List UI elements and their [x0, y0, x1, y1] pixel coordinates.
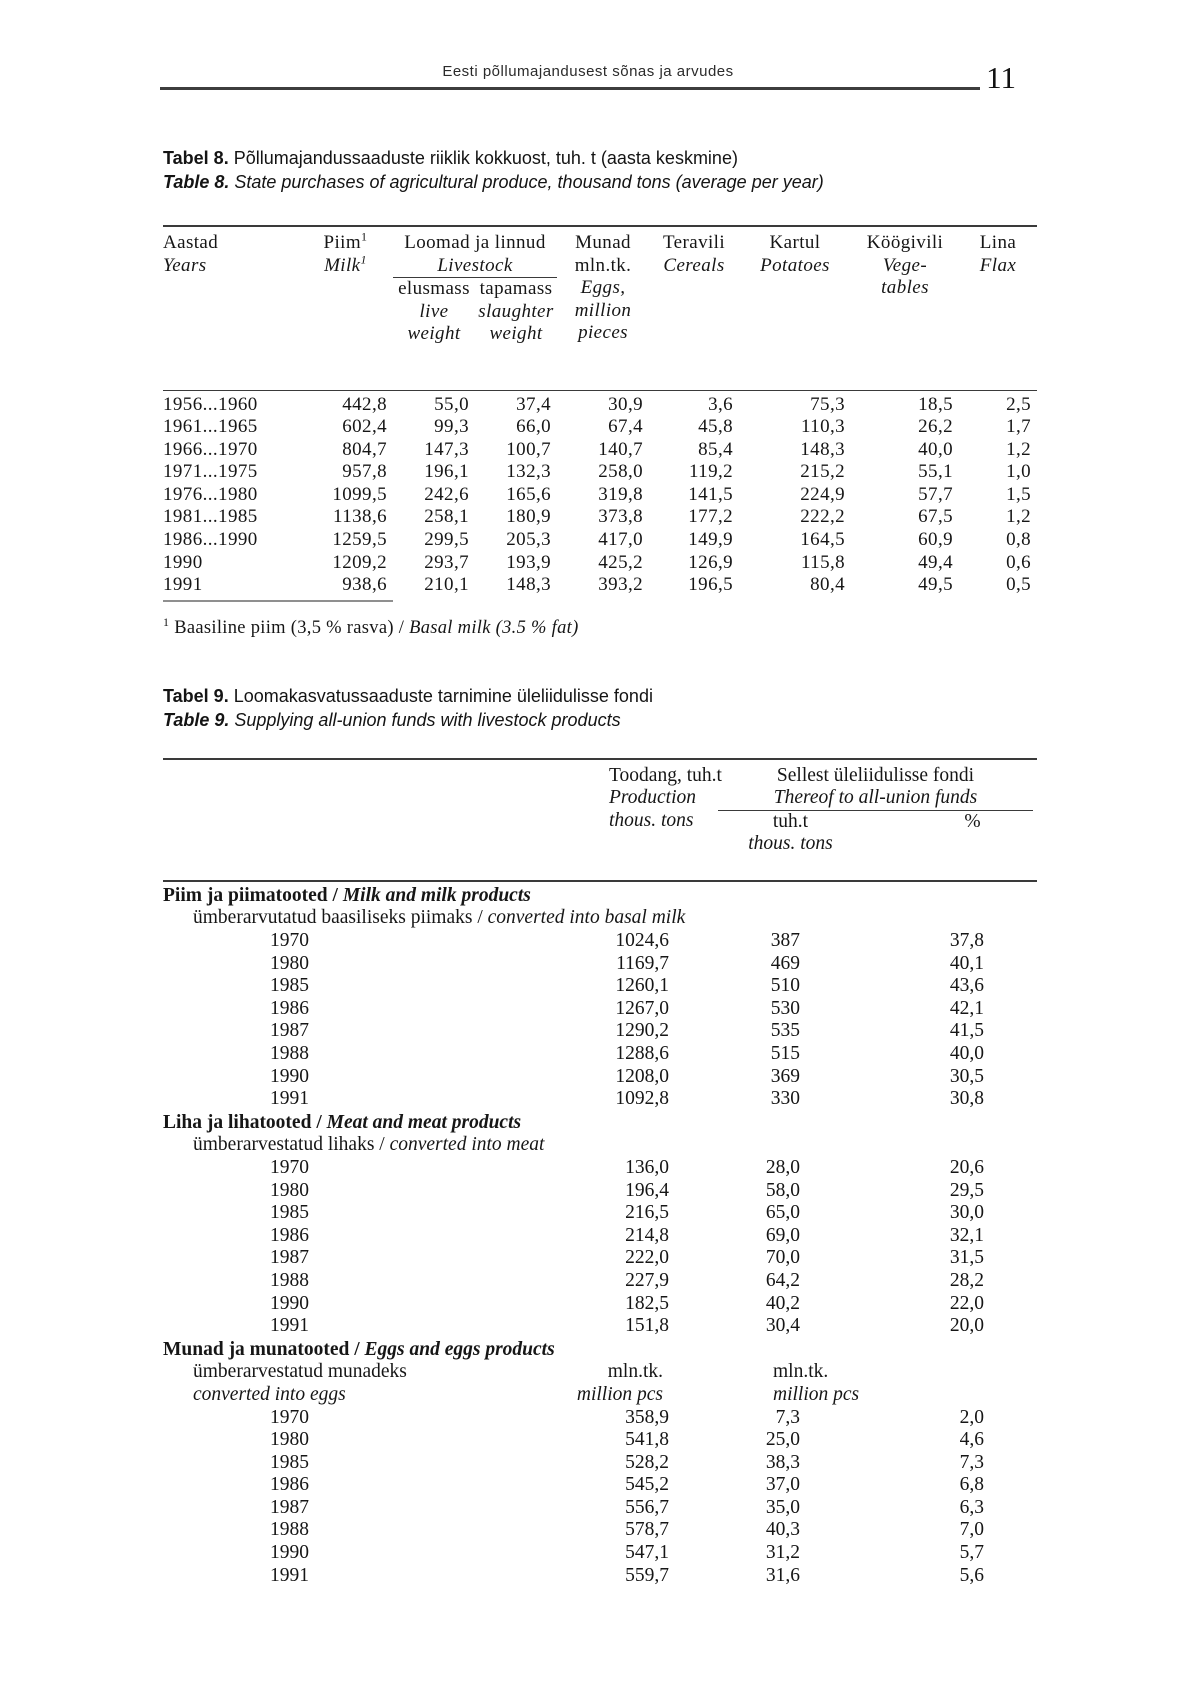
year-cell: 1980 [270, 952, 309, 974]
table8-row [163, 461, 1037, 484]
funds-percent-cell: 40,0 [949, 1043, 985, 1064]
year-cell: 1976...1980 [163, 483, 258, 505]
value-cell: 177,2 [688, 506, 734, 528]
table9-row [163, 1066, 1037, 1089]
value-cell: 140,7 [598, 438, 644, 460]
production-cell: 222,0 [625, 1247, 669, 1269]
table9-row [163, 1202, 1037, 1225]
value-cell: 55,1 [918, 461, 954, 483]
production-cell: 1290,2 [615, 1020, 669, 1042]
value-cell: 196,5 [688, 574, 734, 596]
funds-amount-cell: 35,0 [765, 1496, 800, 1518]
year-cell: 1970 [270, 1406, 309, 1428]
value-cell: 67,4 [608, 416, 644, 438]
funds-amount-cell: 58,0 [765, 1179, 800, 1201]
value-cell: 1,7 [1006, 416, 1032, 438]
col-production-header: Toodang, tuh.t Production thous. tons [503, 759, 673, 881]
funds-percent-cell: 41,5 [949, 1020, 985, 1042]
value-cell: 1,2 [1006, 506, 1032, 528]
value-cell: 180,9 [506, 506, 552, 528]
table9-title-en [163, 708, 1037, 732]
table8-title-et-label: Tabel 8. [163, 148, 229, 168]
section-subtitle: converted into eggs [193, 1383, 346, 1405]
production-cell: 1024,6 [615, 930, 669, 952]
value-cell: 373,8 [598, 506, 644, 528]
funds-percent-cell: 5,6 [959, 1564, 985, 1586]
table8-title-en-text: State purchases of agricultural produce, thousand tons (average per year) [234, 172, 824, 192]
col-cereals-header: Teravili Cereals [649, 226, 739, 390]
table8-row [163, 484, 1037, 507]
value-cell: 100,7 [506, 438, 552, 460]
table9-row [163, 1157, 1037, 1180]
table9-row [163, 1474, 1037, 1497]
year-cell: 1991 [270, 1088, 309, 1110]
production-cell: 1169,7 [616, 952, 669, 974]
value-cell: 205,3 [506, 529, 552, 551]
value-cell: 0,5 [1006, 574, 1032, 596]
value-cell: 0,6 [1006, 551, 1032, 573]
value-cell: 2,5 [1006, 393, 1032, 415]
funds-percent-cell: 7,3 [959, 1451, 985, 1473]
funds-percent-cell: 4,6 [959, 1429, 985, 1451]
table8-title-en [163, 170, 1037, 194]
funds-percent-cell: 6,3 [959, 1496, 985, 1518]
funds-percent-cell: 20,0 [949, 1315, 985, 1337]
table8-footnote [163, 616, 1037, 640]
funds-percent-cell: 2,0 [959, 1406, 985, 1428]
table9-row [163, 1519, 1037, 1542]
year-cell: 1988 [270, 1519, 309, 1541]
table9-body [163, 881, 1037, 1587]
table9-title-en-label: Table 9. [163, 709, 230, 730]
table9-row [163, 1225, 1037, 1248]
col-live-weight-header: elusmass live weight [398, 278, 470, 344]
table9-row [163, 1088, 1037, 1111]
section-heading-row [163, 1338, 1037, 1362]
year-cell: 1987 [270, 1020, 309, 1042]
section-subtitle: ümberarvestatud munadeks [193, 1361, 407, 1383]
col-flax-header: Lina Flax [959, 226, 1037, 390]
production-cell: 545,2 [625, 1474, 669, 1496]
value-cell: 193,9 [506, 551, 552, 573]
production-cell: 136,0 [625, 1156, 669, 1178]
value-cell: 319,8 [598, 483, 644, 505]
funds-percent-cell: 40,1 [949, 952, 985, 974]
col-funds-amount-header: tuh.t thous. tons [748, 810, 833, 855]
table8-state-purchases [163, 225, 1037, 602]
table8-title-et [163, 146, 1037, 170]
production-cell: 358,9 [625, 1406, 669, 1428]
section-subtitle: ümberarvutatud baasiliseks piimaks / converted into basal milk [193, 907, 686, 929]
year-cell: 1981...1985 [163, 506, 258, 528]
value-cell: 1209,2 [332, 551, 387, 573]
table9-row [163, 1497, 1037, 1520]
table8-title-en-label: Table 8. [163, 172, 230, 192]
year-cell: 1985 [270, 1451, 309, 1473]
footnote-marker: 1 [361, 229, 368, 244]
funds-amount-cell: 69,0 [765, 1224, 800, 1246]
year-cell: 1988 [270, 1269, 309, 1291]
value-cell: 0,8 [1006, 529, 1032, 551]
funds-percent-cell: 32,1 [949, 1224, 985, 1246]
value-cell: 132,3 [506, 461, 552, 483]
funds-amount-cell: 535 [770, 1020, 800, 1042]
table9-title-en-text: Supplying all-union funds with livestock products [234, 709, 621, 730]
value-cell: 1,5 [1006, 483, 1032, 505]
value-cell: 75,3 [810, 393, 846, 415]
footnote-marker: 1 [360, 252, 367, 267]
page-content [163, 0, 1037, 1587]
value-cell: 148,3 [800, 438, 846, 460]
funds-percent-cell: 43,6 [949, 975, 985, 997]
year-cell: 1991 [270, 1315, 309, 1337]
value-cell: 1138,6 [333, 506, 387, 528]
table9-row [163, 998, 1037, 1021]
year-cell: 1956...1960 [163, 393, 258, 415]
value-cell: 67,5 [918, 506, 954, 528]
year-cell: 1986 [270, 997, 309, 1019]
unit-cell: million pcs [773, 1383, 860, 1405]
section-heading: Munad ja munatooted / Eggs and eggs products [163, 1338, 555, 1360]
year-cell: 1970 [270, 1156, 309, 1178]
value-cell: 40,0 [918, 438, 954, 460]
year-cell: 1987 [270, 1496, 309, 1518]
table8-row [163, 574, 1037, 601]
unit-cell: mln.tk. [607, 1361, 663, 1383]
table9-row [163, 1542, 1037, 1565]
table9-row [163, 1270, 1037, 1293]
value-cell: 147,3 [424, 438, 469, 460]
value-cell: 215,2 [800, 461, 846, 483]
value-cell: 37,4 [516, 393, 552, 415]
table8-body [163, 390, 1037, 601]
production-cell: 578,7 [625, 1519, 669, 1541]
funds-percent-cell: 6,8 [959, 1474, 985, 1496]
year-cell: 1987 [270, 1247, 309, 1269]
funds-amount-cell: 70,0 [765, 1247, 800, 1269]
table9-row [163, 1565, 1037, 1588]
funds-percent-cell: 7,0 [959, 1519, 985, 1541]
year-cell: 1966...1970 [163, 438, 258, 460]
value-cell: 80,4 [810, 574, 846, 596]
production-cell: 556,7 [625, 1496, 669, 1518]
production-cell: 1267,0 [615, 997, 669, 1019]
year-cell: 1961...1965 [163, 416, 258, 438]
table9-row [163, 975, 1037, 998]
funds-percent-cell: 5,7 [959, 1542, 985, 1564]
col-eggs-header: Munad mln.tk. Eggs, million pieces [557, 226, 649, 390]
running-head-title: Eesti põllumajandusest sõnas ja arvudes [442, 63, 734, 80]
col-funds-percent-header: % [964, 810, 981, 832]
funds-amount-cell: 40,2 [765, 1292, 800, 1314]
col-vegetables-header: Köögivili Vege- tables [851, 226, 959, 390]
value-cell: 115,8 [800, 551, 846, 573]
funds-amount-cell: 369 [770, 1065, 800, 1087]
section-heading: Piim ja piimatooted / Milk and milk products [163, 884, 531, 906]
value-cell: 258,1 [424, 506, 469, 528]
value-cell: 30,9 [608, 393, 644, 415]
col-empty-header [163, 759, 503, 881]
production-cell: 528,2 [625, 1451, 669, 1473]
value-cell: 60,9 [918, 529, 954, 551]
year-cell: 1971...1975 [163, 461, 258, 483]
value-cell: 45,8 [698, 416, 734, 438]
value-cell: 49,4 [918, 551, 954, 573]
year-cell: 1985 [270, 975, 309, 997]
production-cell: 216,5 [625, 1202, 669, 1224]
funds-amount-cell: 65,0 [765, 1202, 800, 1224]
table9-row [163, 1020, 1037, 1043]
value-cell: 141,5 [688, 483, 734, 505]
year-cell: 1980 [270, 1429, 309, 1451]
table9-row [163, 1180, 1037, 1203]
value-cell: 49,5 [918, 574, 954, 596]
year-cell: 1988 [270, 1043, 309, 1064]
col-funds-group-header: Sellest üleliidulisse fondi Thereof to all-union funds tuh.t thous. tons % [673, 759, 1037, 881]
table9-block [163, 684, 1037, 1587]
funds-percent-cell: 37,8 [949, 930, 985, 952]
funds-amount-cell: 7,3 [775, 1406, 800, 1428]
page-number: 11 [980, 62, 1016, 93]
year-cell: 1986...1990 [163, 529, 258, 551]
production-cell: 1288,6 [615, 1043, 669, 1064]
value-cell: 417,0 [598, 529, 644, 551]
table8-row [163, 416, 1037, 439]
funds-amount-cell: 469 [770, 952, 800, 974]
value-cell: 55,0 [434, 393, 469, 415]
funds-percent-cell: 42,1 [949, 997, 985, 1019]
funds-percent-cell: 22,0 [949, 1292, 985, 1314]
unit-cell: mln.tk. [773, 1361, 829, 1383]
funds-amount-cell: 31,2 [765, 1542, 800, 1564]
value-cell: 293,7 [424, 551, 469, 573]
funds-percent-cell: 29,5 [949, 1179, 985, 1201]
value-cell: 85,4 [698, 438, 734, 460]
value-cell: 26,2 [918, 416, 954, 438]
value-cell: 602,4 [342, 416, 387, 438]
funds-amount-cell: 38,3 [765, 1451, 800, 1473]
production-cell: 151,8 [625, 1315, 669, 1337]
section-heading-row [163, 881, 1037, 908]
value-cell: 1,0 [1006, 461, 1032, 483]
section-units-row [163, 1361, 1037, 1384]
funds-percent-cell: 30,8 [949, 1088, 985, 1110]
value-cell: 148,3 [506, 574, 552, 596]
year-cell: 1986 [270, 1474, 309, 1496]
value-cell: 299,5 [424, 529, 469, 551]
table8-row [163, 552, 1037, 575]
unit-cell: million pcs [576, 1383, 663, 1405]
funds-amount-cell: 330 [770, 1088, 800, 1110]
table8-row [163, 529, 1037, 552]
value-cell: 164,5 [800, 529, 846, 551]
table8-row [163, 390, 1037, 416]
table9-row [163, 1407, 1037, 1430]
value-cell: 57,7 [918, 483, 954, 505]
value-cell: 110,3 [800, 416, 846, 438]
production-cell: 1092,8 [615, 1088, 669, 1110]
production-cell: 547,1 [625, 1542, 669, 1564]
production-cell: 227,9 [625, 1269, 669, 1291]
table8-row [163, 506, 1037, 529]
value-cell: 66,0 [516, 416, 552, 438]
year-cell: 1990 [163, 551, 203, 573]
table9-row [163, 953, 1037, 976]
value-cell: 425,2 [598, 551, 644, 573]
col-years-header: Aastad Years [163, 226, 298, 390]
section-subtitle-row [163, 907, 1037, 930]
table9-row [163, 1429, 1037, 1452]
value-cell: 957,8 [342, 461, 387, 483]
funds-amount-cell: 387 [770, 930, 800, 952]
value-cell: 224,9 [800, 483, 846, 505]
year-cell: 1970 [270, 930, 309, 952]
table9-title-et [163, 684, 1037, 708]
funds-amount-cell: 25,0 [765, 1429, 800, 1451]
footnote-text-en: Basal milk (3.5 % fat) [409, 617, 579, 638]
section-subtitle-row [163, 1134, 1037, 1157]
funds-amount-cell: 37,0 [765, 1474, 800, 1496]
table8-title-et-text: Põllumajandussaaduste riiklik kokkuost, tuh. t (aasta keskmine) [233, 148, 738, 168]
funds-amount-cell: 40,3 [765, 1519, 800, 1541]
year-cell: 1991 [163, 574, 298, 601]
table8-header-row [163, 226, 1037, 390]
section-heading: Liha ja lihatooted / Meat and meat products [163, 1111, 522, 1133]
col-slaughter-weight-header: tapamass slaughter weight [478, 278, 554, 344]
col-livestock-group-header: Loomad ja linnud Livestock elusmass live weight tapamass slaughter weight [393, 226, 557, 390]
funds-percent-cell: 31,5 [949, 1247, 985, 1269]
funds-amount-cell: 530 [770, 997, 800, 1019]
production-cell: 1208,0 [615, 1065, 669, 1087]
year-cell: 1986 [270, 1224, 309, 1246]
section-units-row [163, 1384, 1037, 1407]
funds-amount-cell: 64,2 [765, 1269, 800, 1291]
empty-cell [808, 1361, 1037, 1384]
production-cell: 196,4 [625, 1179, 669, 1201]
value-cell: 126,9 [688, 551, 734, 573]
year-cell: 1990 [270, 1065, 309, 1087]
footnote-marker: 1 [163, 614, 170, 629]
col-potatoes-header: Kartul Potatoes [739, 226, 851, 390]
value-cell: 99,3 [434, 416, 469, 438]
section-heading-row [163, 1111, 1037, 1135]
value-cell: 1259,5 [332, 529, 387, 551]
table9-row [163, 930, 1037, 953]
table9-all-union-funds [163, 758, 1037, 1587]
table8-row [163, 439, 1037, 462]
value-cell: 18,5 [918, 393, 954, 415]
table9-row [163, 1043, 1037, 1066]
table9-row [163, 1247, 1037, 1270]
table9-row [163, 1293, 1037, 1316]
value-cell: 442,8 [342, 393, 387, 415]
funds-amount-cell: 28,0 [765, 1156, 800, 1178]
funds-amount-cell: 515 [770, 1043, 800, 1064]
year-cell: 1985 [270, 1202, 309, 1224]
funds-amount-cell: 30,4 [765, 1315, 800, 1337]
funds-amount-cell: 31,6 [765, 1564, 800, 1586]
value-cell: 1099,5 [332, 483, 387, 505]
value-cell: 210,1 [424, 574, 469, 596]
production-cell: 182,5 [625, 1292, 669, 1314]
year-cell: 1991 [270, 1564, 309, 1586]
table9-row [163, 1452, 1037, 1475]
production-cell: 559,7 [625, 1564, 669, 1586]
year-cell: 1990 [270, 1292, 309, 1314]
value-cell: 1,2 [1006, 438, 1032, 460]
table9-title-et-label: Tabel 9. [163, 685, 229, 706]
production-cell: 1260,1 [615, 975, 669, 997]
funds-percent-cell: 30,5 [949, 1065, 985, 1087]
year-cell: 1990 [270, 1542, 309, 1564]
table9-title-et-text: Loomakasvatussaaduste tarnimine üleliidulisse fondi [233, 685, 653, 706]
value-cell: 119,2 [688, 461, 734, 483]
footnote-text-et: Baasiline piim (3,5 % rasva) / [174, 617, 410, 638]
funds-percent-cell: 28,2 [949, 1269, 985, 1291]
value-cell: 149,9 [688, 529, 734, 551]
year-cell: 1980 [270, 1179, 309, 1201]
value-cell: 196,1 [424, 461, 469, 483]
value-cell: 242,6 [424, 483, 469, 505]
value-cell: 165,6 [506, 483, 552, 505]
production-cell: 541,8 [625, 1429, 669, 1451]
value-cell: 258,0 [598, 461, 644, 483]
funds-percent-cell: 20,6 [949, 1156, 985, 1178]
table9-row [163, 1315, 1037, 1338]
value-cell: 3,6 [708, 393, 734, 415]
value-cell: 938,6 [298, 574, 393, 601]
production-cell: 214,8 [625, 1224, 669, 1246]
value-cell: 393,2 [598, 574, 644, 596]
funds-percent-cell: 30,0 [949, 1202, 985, 1224]
funds-amount-cell: 510 [770, 975, 800, 997]
section-subtitle: ümberarvestatud lihaks / converted into meat [193, 1134, 545, 1156]
value-cell: 222,2 [800, 506, 846, 528]
value-cell: 804,7 [342, 438, 387, 460]
col-milk-header: Piim$^1$ Milk$^1$ [298, 226, 393, 390]
table9-header-row [163, 759, 1037, 881]
